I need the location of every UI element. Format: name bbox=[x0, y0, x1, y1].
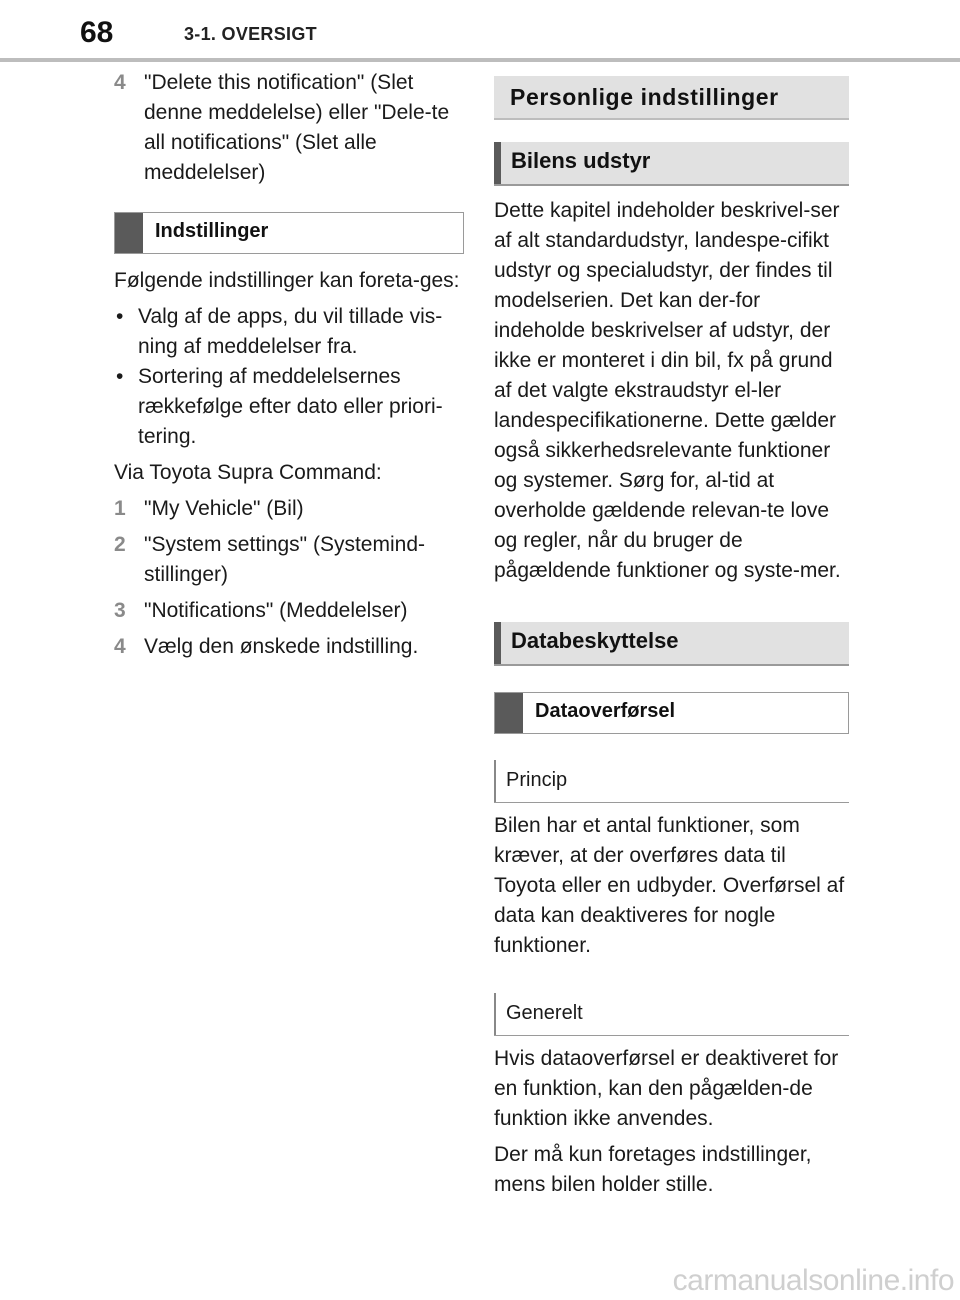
header-rule bbox=[0, 58, 960, 62]
page-number: 68 bbox=[80, 16, 114, 49]
heading-bar bbox=[494, 142, 501, 184]
heading-personlige-indstillinger: Personlige indstillinger bbox=[494, 76, 849, 120]
heading-text: Databeskyttelse bbox=[511, 628, 679, 653]
heading-bilens-udstyr bbox=[494, 142, 849, 186]
heading-bar bbox=[495, 693, 523, 733]
list-item bbox=[114, 362, 464, 452]
principle-paragraph: Bilen har et antal funktioner, som kræver, at der overføres data til Toyota eller en udbyder. Overførsel af data kan deaktiveres for nogle funktioner. bbox=[494, 814, 845, 957]
via-command: Via Toyota Supra Command: bbox=[114, 461, 382, 484]
step-3 bbox=[114, 596, 464, 626]
watermark: carmanualsonline.info bbox=[672, 1264, 954, 1297]
heading-text: Generelt bbox=[506, 1002, 583, 1024]
bullet-icon: • bbox=[116, 305, 124, 328]
step-text: "My Vehicle" (Bil) bbox=[144, 497, 304, 520]
heading-generelt bbox=[494, 993, 849, 1036]
heading-databeskyttelse bbox=[494, 622, 849, 666]
list-item bbox=[114, 302, 464, 362]
right-column bbox=[494, 76, 849, 1206]
step-text: "Delete this notification" (Slet denne meddelelse) eller "Dele-te all notifications" (Slet alle meddelelser) bbox=[144, 71, 450, 184]
section-title: 3-1. OVERSIGT bbox=[184, 24, 317, 44]
step-4-delete bbox=[114, 68, 464, 188]
step-1 bbox=[114, 494, 464, 524]
step-number: 1 bbox=[114, 497, 126, 520]
heading-princip bbox=[494, 760, 849, 803]
step-4 bbox=[114, 632, 464, 662]
step-text: Vælg den ønskede indstilling. bbox=[144, 635, 419, 658]
step-2 bbox=[114, 530, 464, 590]
heading-dataoverforsel bbox=[494, 692, 849, 734]
heading-text: Dataoverførsel bbox=[535, 700, 676, 722]
bullet-icon: • bbox=[116, 365, 124, 388]
step-text: "System settings" (Systemind-stillinger) bbox=[144, 533, 425, 586]
heading-text: Indstillinger bbox=[155, 220, 269, 242]
step-number: 2 bbox=[114, 533, 126, 556]
page-header bbox=[0, 0, 960, 62]
step-number: 4 bbox=[114, 635, 126, 658]
settings-intro: Følgende indstillinger kan foreta-ges: bbox=[114, 269, 460, 292]
step-number: 4 bbox=[114, 71, 126, 94]
left-column bbox=[114, 68, 464, 668]
general-paragraph-1: Hvis dataoverførsel er deaktiveret for en funktion, kan den pågælden-de funktion ikke anvendes. bbox=[494, 1047, 839, 1130]
heading-bar bbox=[494, 622, 501, 664]
step-number: 3 bbox=[114, 599, 126, 622]
general-paragraph-2: Der må kun foretages indstillinger, mens bilen holder stille. bbox=[494, 1143, 812, 1196]
settings-list bbox=[114, 302, 464, 452]
heading-text: Princip bbox=[506, 769, 568, 791]
step-text: "Notifications" (Meddelelser) bbox=[144, 599, 408, 622]
list-item-text: Sortering af meddelelsernes rækkefølge efter dato eller priori-tering. bbox=[138, 365, 443, 448]
equipment-paragraph: Dette kapitel indeholder beskrivel-ser af alt standardudstyr, landespe-cifikt udstyr og specialudstyr, der findes til modelserien. Det kan der-for indeholde beskrivelser af udstyr, der ikke er monteret i din bil, fx på grund af det valgte ekstraudstyr el-ler landespecifikationerne. Dette gælder også sikkerhedsrelevante funktioner og systemer. Sørg for, al-tid at overholde gældende relevan-te love og regler, når du bruger de pågældende funktioner og syste-mer. bbox=[494, 199, 841, 582]
heading-indstillinger bbox=[114, 212, 464, 254]
list-item-text: Valg af de apps, du vil tillade vis-ning af meddelelser fra. bbox=[138, 305, 443, 358]
heading-text: Bilens udstyr bbox=[511, 148, 651, 173]
heading-bar bbox=[115, 213, 143, 253]
